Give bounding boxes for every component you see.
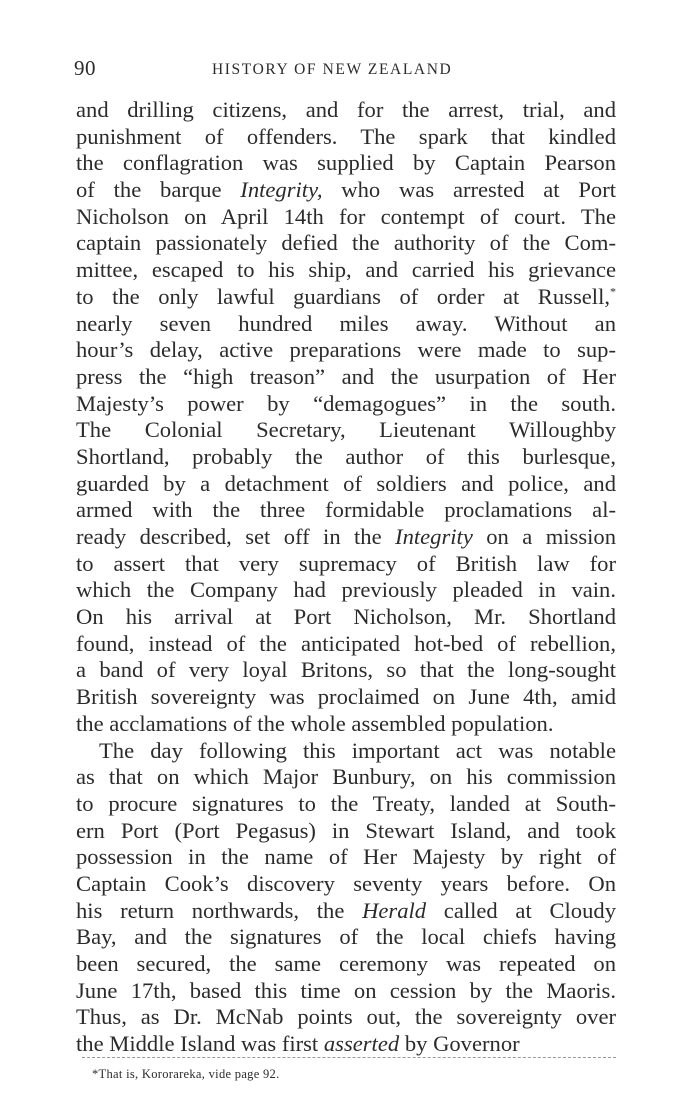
- text-line: Bay, and the signatures of the local chiefs having: [76, 924, 616, 950]
- text-line: June 17th, based this time on cession by the Maoris.: [76, 977, 616, 1003]
- text-line: armed with the three formidable proclamations al-: [76, 497, 616, 523]
- text-line: to procure signatures to the Treaty, landed at South-: [76, 790, 616, 816]
- text-line: The Colonial Secretary, Lieutenant Willoughby: [76, 417, 616, 443]
- text-line: ready described, set off in the Integrity on a mission: [76, 524, 617, 549]
- text-line: Shortland, probably the author of this burlesque,: [76, 443, 616, 469]
- italic-text: Herald: [362, 897, 427, 923]
- text-line: his return northwards, the Herald called at Cloudy: [76, 897, 616, 923]
- text-line: to the only lawful guardians of order at Russell,*: [76, 283, 616, 309]
- text-line: the Middle Island was first asserted by Governor: [76, 1031, 520, 1057]
- text-line: a band of very loyal Britons, so that the long-sought: [76, 657, 616, 683]
- text-line: the acclamations of the whole assembled population.: [76, 710, 554, 736]
- text-line: as that on which Major Bunbury, on his commission: [76, 764, 616, 790]
- text-line: press the “high treason” and the usurpation of Her: [76, 363, 616, 389]
- italic-text: Integrity: [395, 524, 473, 549]
- footnote-divider: [82, 1057, 616, 1058]
- italic-text: asserted: [323, 1031, 400, 1057]
- text-line: of the barque Integrity, who was arrested at Port: [76, 177, 616, 203]
- footnote-marker: *: [610, 284, 616, 299]
- footnote: *That is, Kororareka, vide page 92.: [92, 1067, 280, 1081]
- text-line: hour’s delay, active preparations were made to sup-: [76, 337, 616, 363]
- text-line: guarded by a detachment of soldiers and police, and: [76, 470, 616, 496]
- text-line: to assert that very supremacy of British law for: [76, 550, 616, 576]
- running-head: HISTORY OF NEW ZEALAND: [212, 61, 453, 78]
- paragraph-1: [76, 97, 616, 738]
- text-line: possession in the name of Her Majesty by right of: [76, 844, 616, 870]
- text-line: mittee, escaped to his ship, and carried his grievance: [76, 257, 616, 283]
- text-line: Thus, as Dr. McNab points out, the sovereignty over: [76, 1004, 616, 1030]
- body-text: [76, 97, 616, 1058]
- text-line: been secured, the same ceremony was repeated on: [76, 951, 616, 976]
- page-number: 90: [74, 56, 96, 80]
- text-line: found, instead of the anticipated hot-bed of rebellion,: [76, 630, 616, 656]
- paragraph-2: [76, 738, 616, 1058]
- text-line: Nicholson on April 14th for contempt of court. The: [76, 203, 616, 229]
- italic-text: Integrity,: [240, 177, 323, 203]
- text-line: punishment of offenders. The spark that kindled: [76, 123, 616, 149]
- text-line: Majesty’s power by “demagogues” in the south.: [76, 390, 616, 416]
- text-line: ern Port (Port Pegasus) in Stewart Island, and took: [76, 817, 616, 843]
- text-line: nearly seven hundred miles away. Without an: [76, 310, 616, 336]
- text-line: captain passionately defied the authority of the Com-: [76, 230, 616, 256]
- text-line: British sovereignty was proclaimed on June 4th, amid: [76, 684, 616, 710]
- text-line: Captain Cook’s discovery seventy years before. On: [76, 870, 616, 896]
- text-line: the conflagration was supplied by Captain Pearson: [76, 150, 616, 176]
- text-line: The day following this important act was notable: [99, 737, 616, 763]
- text-line: On his arrival at Port Nicholson, Mr. Shortland: [76, 604, 616, 630]
- text-line: and drilling citizens, and for the arrest, trial, and: [76, 97, 616, 122]
- text-line: which the Company had previously pleaded in vain.: [76, 577, 616, 603]
